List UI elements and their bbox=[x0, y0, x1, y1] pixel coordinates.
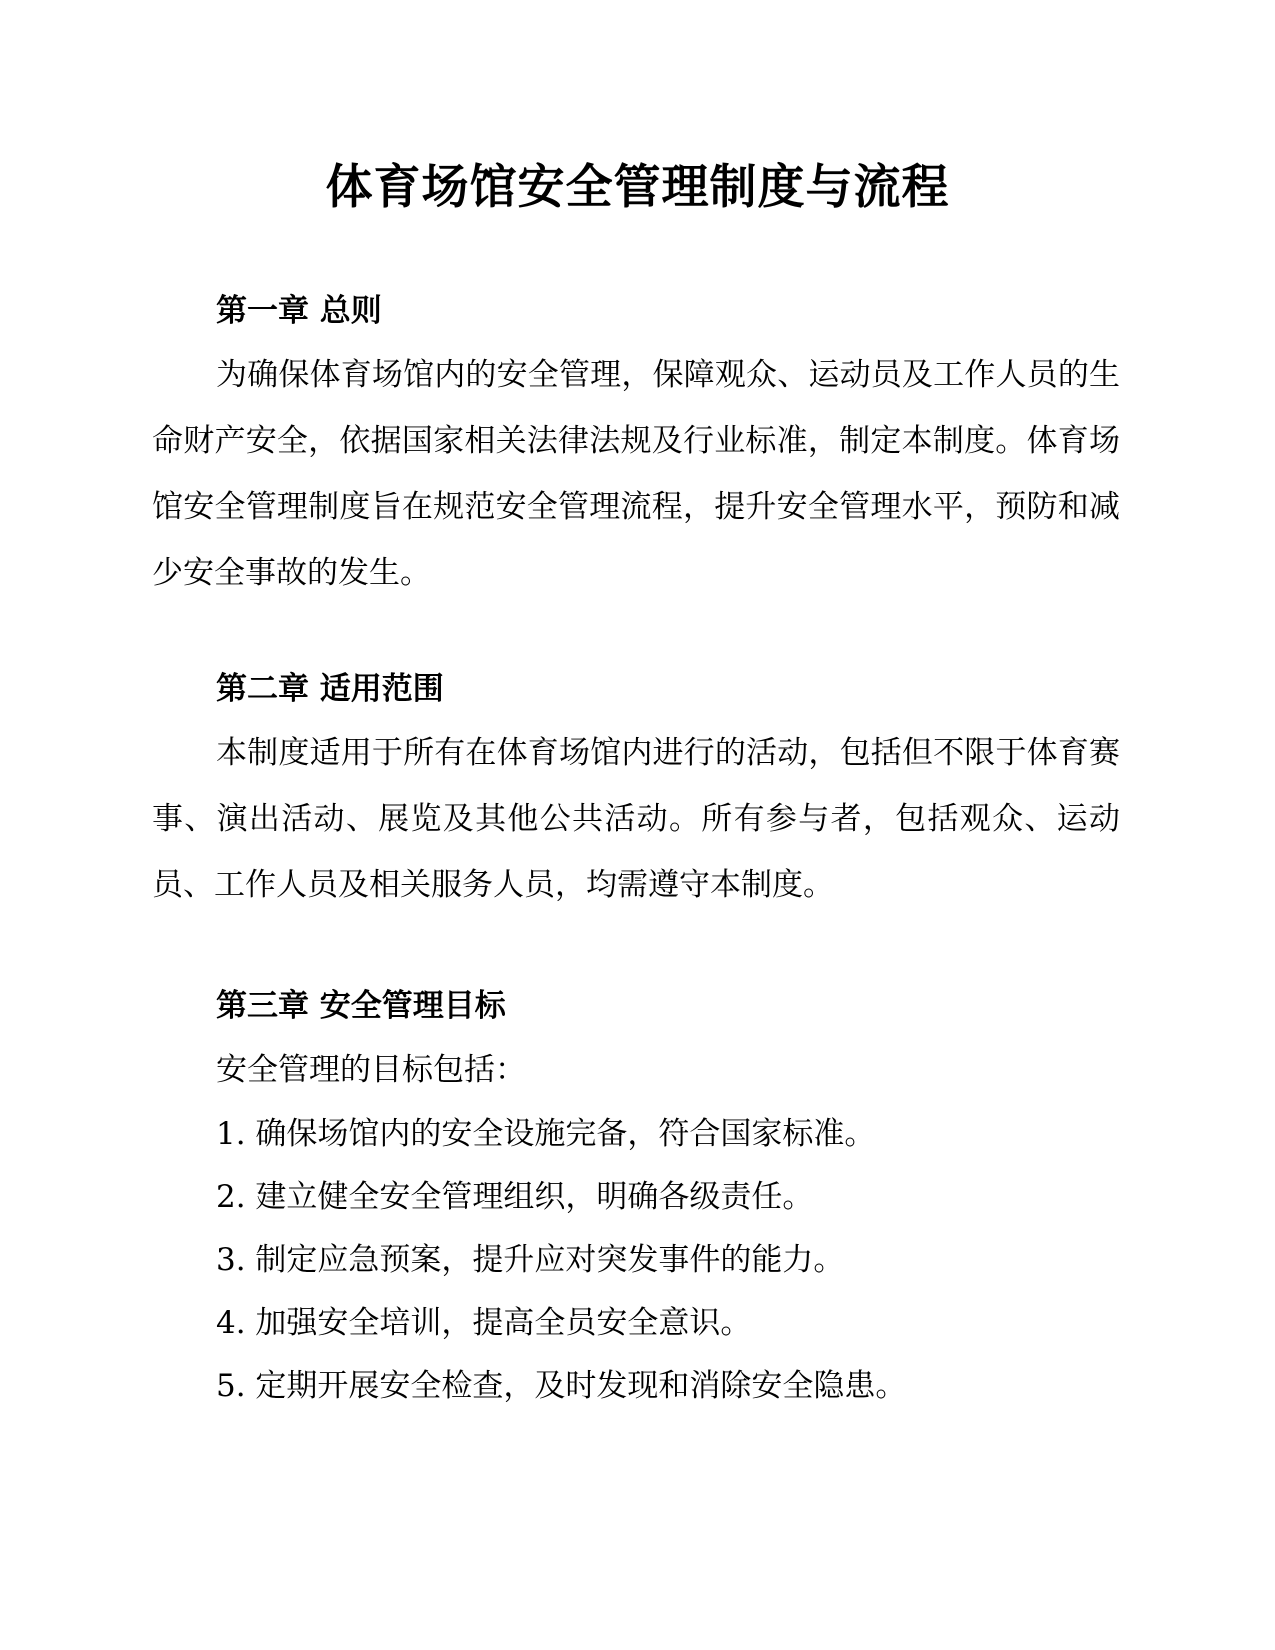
list-item: 1. 确保场馆内的安全设施完备，符合国家标准。 bbox=[216, 1116, 876, 1152]
document-title: 体育场馆安全管理制度与流程 bbox=[325, 160, 950, 215]
chapter-3-intro: 安全管理的目标包括： bbox=[216, 1052, 526, 1088]
chapter-2-paragraph: 本制度适用于所有在体育场馆内进行的活动，包括但不限于体育赛事、演出活动、展览及其他公共活动。所有参与者，包括观众、运动员、工作人员及相关服务人员，均需遵守本制度。 bbox=[152, 735, 1120, 903]
list-item: 2. 建立健全安全管理组织，明确各级责任。 bbox=[216, 1179, 814, 1215]
chapter-1-heading: 第一章 总则 bbox=[216, 293, 382, 329]
list-item: 3. 制定应急预案，提升应对突发事件的能力。 bbox=[216, 1242, 845, 1278]
chapter-3-heading: 第三章 安全管理目标 bbox=[216, 988, 506, 1024]
list-item: 4. 加强安全培训，提高全员安全意识。 bbox=[216, 1305, 752, 1341]
chapter-1-paragraph: 为确保体育场馆内的安全管理，保障观众、运动员及工作人员的生命财产安全，依据国家相关法律法规及行业标准，制定本制度。体育场馆安全管理制度旨在规范安全管理流程，提升安全管理水平，预防和减少安全事故的发生。 bbox=[152, 357, 1120, 591]
list-item: 5. 定期开展安全检查，及时发现和消除安全隐患。 bbox=[216, 1368, 907, 1404]
chapter-2-heading: 第二章 适用范围 bbox=[216, 671, 444, 707]
